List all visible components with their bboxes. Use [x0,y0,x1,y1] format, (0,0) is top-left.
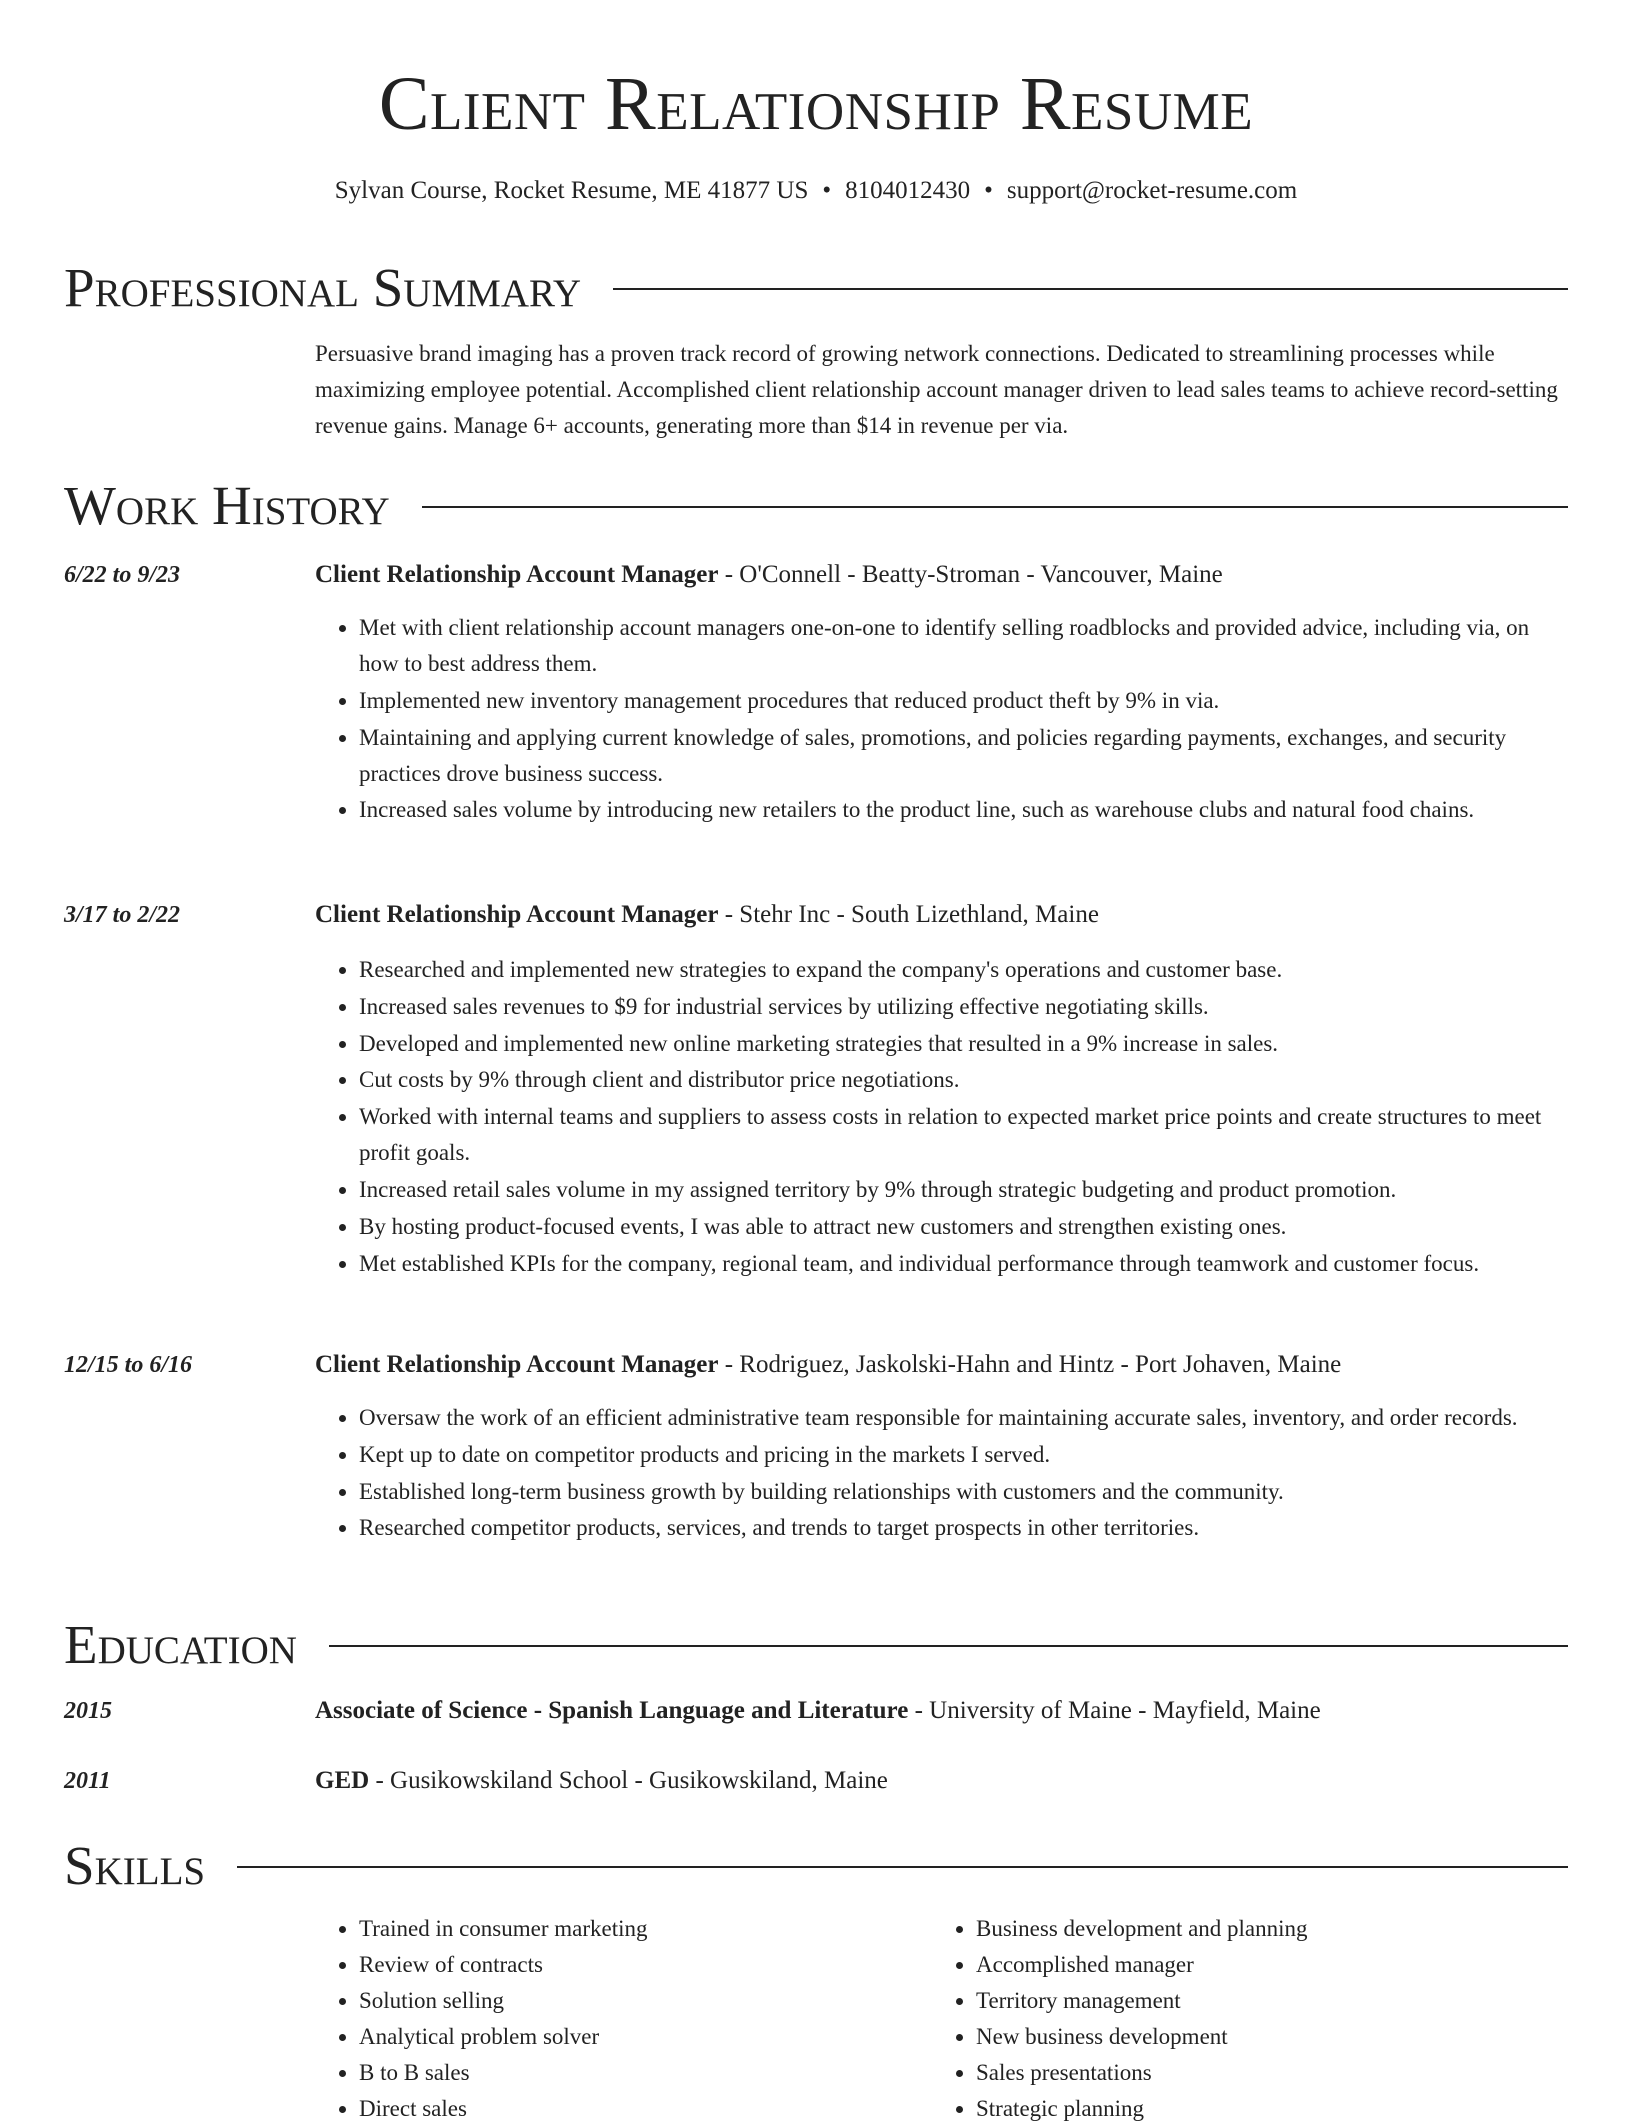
education-heading [315,1763,1568,1799]
skills-section-header [64,1834,1568,1898]
job-heading [315,1347,1568,1383]
skill-item: • Accomplished manager [976,1947,1542,1983]
job-role: Client Relationship Account Manager [315,561,719,588]
education-details: - Gusikowskiland School - Gusikowskiland, Maine [369,1767,888,1794]
work-section-header [64,474,1568,538]
job-details: - O'Connell - Beatty-Stroman - Vancouver, Maine [718,561,1223,588]
contact-address: Sylvan Course, Rocket Resume, ME 41877 US [334,177,809,204]
job-heading [315,557,1568,593]
education-degree: Associate of Science - Spanish Language and Literature [315,1697,909,1724]
skills-list-right [932,1911,1542,2127]
list-item: • Increased retail sales volume in my assigned territory by 9% through strategic budgeting and product promotion. [359,1172,1568,1208]
education-degree: GED [315,1767,370,1794]
job-dates: 12/15 to 6/16 [64,1352,193,1378]
job-bullets [315,610,1568,829]
list-item: • Maintaining and applying current knowledge of sales, promotions, and policies regarding payments, exchanges, and security practices drove business success. [359,720,1568,792]
section-divider [613,288,1568,290]
list-item: • Researched competitor products, services, and trends to target prospects in other territories. [359,1510,1568,1546]
list-item: • Established long-term business growth by building relationships with customers and the community. [359,1474,1568,1510]
job-bullets [315,952,1568,1282]
job-dates: 6/22 to 9/23 [64,562,181,588]
skill-item: • Trained in consumer marketing [359,1911,925,1947]
list-item: • Increased sales revenues to $9 for industrial services by utilizing effective negotiating skills. [359,989,1568,1025]
list-item: • Increased sales volume by introducing new retailers to the product line, such as warehouse clubs and natural food chains. [359,792,1568,828]
job-bullets [315,1400,1568,1547]
list-item: • By hosting product-focused events, I was able to attract new customers and strengthen existing ones. [359,1209,1568,1245]
education-year: 2011 [64,1768,111,1794]
skill-item: • Direct sales [359,2091,925,2127]
job-role: Client Relationship Account Manager [315,901,719,928]
section-title: Education [64,1614,297,1675]
job-role: Client Relationship Account Manager [315,1351,719,1378]
contact-email: support@rocket-resume.com [1006,177,1298,204]
list-item: • Developed and implemented new online marketing strategies that resulted in a 9% increase in sales. [359,1026,1568,1062]
section-divider [237,1866,1568,1868]
education-section-header [64,1613,1568,1677]
skill-item: • B to B sales [359,2055,925,2091]
list-item: • Kept up to date on competitor products and pricing in the markets I served. [359,1437,1568,1473]
skill-item: • Review of contracts [359,1947,925,1983]
skill-item: • Strategic planning [976,2091,1542,2127]
section-title: Professional Summary [64,257,582,318]
education-details: - University of Maine - Mayfield, Maine [908,1697,1321,1724]
section-title: Work History [64,475,390,536]
list-item: • Worked with internal teams and suppliers to assess costs in relation to expected market price points and create structures to meet profit goals. [359,1099,1568,1171]
skill-item: • Sales presentations [976,2055,1542,2091]
section-divider [422,506,1568,508]
skills-list-left [315,1911,925,2127]
section-divider [329,1645,1568,1647]
list-item: • Cut costs by 9% through client and distributor price negotiations. [359,1062,1568,1098]
resume-name: Client Relationship Resume [378,62,1254,146]
list-item: • Researched and implemented new strategies to expand the company's operations and customer base. [359,952,1568,988]
skill-item: • New business development [976,2019,1542,2055]
list-item: • Met established KPIs for the company, regional team, and individual performance through teamwork and customer focus. [359,1246,1568,1282]
job-details: - Rodriguez, Jaskolski-Hahn and Hintz - Port Johaven, Maine [718,1351,1342,1378]
skill-item: • Territory management [976,1983,1542,2019]
section-title: Skills [64,1835,206,1896]
skill-item: • Business development and planning [976,1911,1542,1947]
list-item: • Implemented new inventory management procedures that reduced product theft by 9% in via. [359,683,1568,719]
education-heading [315,1693,1568,1729]
skill-item: • Solution selling [359,1983,925,2019]
job-details: - Stehr Inc - South Lizethland, Maine [718,901,1099,928]
summary-text: Persuasive brand imaging has a proven track record of growing network connections. Dedicated to streamlining processes while maximizing employee potential. Accomplished client relationship account manager driven to lead sales teams to achieve record-setting revenue gains. Manage 6+ accounts, generating more than $14 in revenue per via. [315,341,1558,438]
job-dates: 3/17 to 2/22 [64,902,181,928]
education-year: 2015 [64,1698,112,1724]
contact-line [0,173,1632,209]
summary-section-header [64,256,1568,320]
contact-separator: • [822,177,832,204]
skill-item: • Analytical problem solver [359,2019,925,2055]
list-item: • Oversaw the work of an efficient administrative team responsible for maintaining accurate sales, inventory, and order records. [359,1400,1568,1436]
contact-separator: • [984,177,993,204]
job-heading [315,897,1568,933]
contact-phone: 8104012430 [845,177,971,204]
list-item: • Met with client relationship account managers one-on-one to identify selling roadblocks and provided advice, including via, on how to best address them. [359,610,1568,682]
